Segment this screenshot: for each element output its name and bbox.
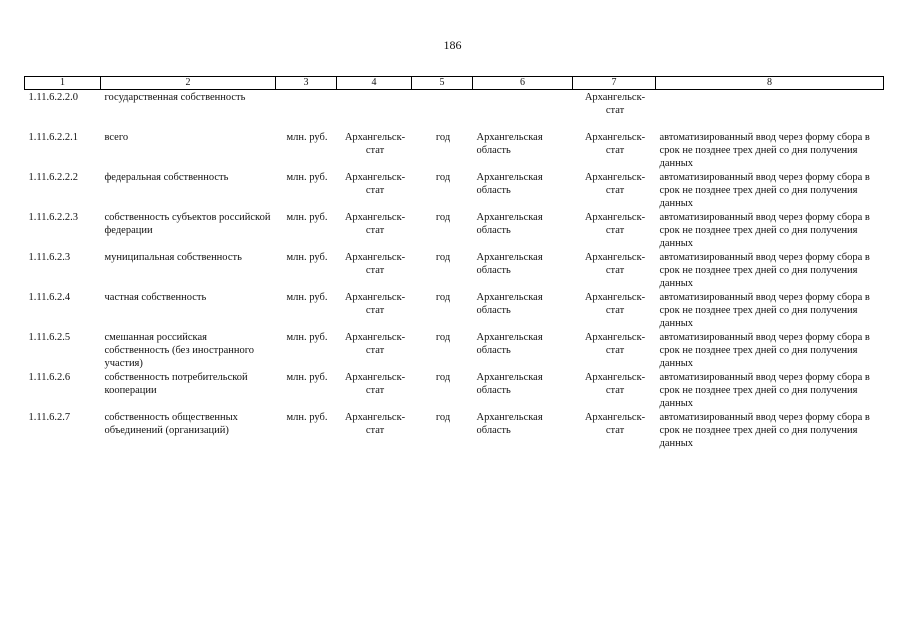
- period-cell: год: [435, 132, 451, 143]
- indicator-code: 1.11.6.2.7: [28, 412, 71, 423]
- column-header: 1: [25, 77, 101, 90]
- indicator-code: 1.11.6.2.2.2: [28, 172, 78, 183]
- source-cell: Архангельск-стат: [344, 252, 406, 276]
- indicator-name: муниципальная собственность: [104, 252, 242, 263]
- level-cell: Архангельская область: [476, 332, 543, 356]
- table-row: [25, 330, 884, 370]
- unit-cell: млн. руб.: [286, 412, 328, 423]
- indicator-name: собственность субъектов российской федерации: [104, 212, 271, 236]
- unit-cell: млн. руб.: [286, 372, 328, 383]
- period-cell: год: [435, 252, 451, 263]
- unit-cell: млн. руб.: [286, 172, 328, 183]
- table-row: [25, 370, 884, 410]
- table-row: [25, 210, 884, 250]
- period-cell: год: [435, 212, 451, 223]
- org-cell: Архангельск-стат: [584, 332, 646, 356]
- table-row: [25, 410, 884, 450]
- unit-cell: млн. руб.: [286, 132, 328, 143]
- source-cell: Архангельск-стат: [344, 332, 406, 356]
- unit-cell: млн. руб.: [286, 212, 328, 223]
- indicator-name: смешанная российская собственность (без иностранного участия): [104, 332, 255, 369]
- column-header: 8: [656, 77, 884, 90]
- column-header: 5: [412, 77, 473, 90]
- period-cell: год: [435, 292, 451, 303]
- indicator-name: государственная собственность: [104, 92, 246, 103]
- level-cell: Архангельская область: [476, 252, 543, 276]
- table-row: [25, 290, 884, 330]
- table-row: [25, 130, 884, 170]
- org-cell: Архангельск-стат: [584, 212, 646, 236]
- indicator-code: 1.11.6.2.4: [28, 292, 71, 303]
- indicator-name: собственность потребительской кооперации: [104, 372, 248, 396]
- indicator-code: 1.11.6.2.2.1: [28, 132, 78, 143]
- indicator-code: 1.11.6.2.3: [28, 252, 71, 263]
- org-cell: Архангельск-стат: [584, 132, 646, 156]
- column-header: 7: [573, 77, 656, 90]
- source-cell: [337, 90, 412, 131]
- org-cell: Архангельск-стат: [584, 252, 646, 276]
- indicator-code: 1.11.6.2.2.0: [28, 92, 78, 103]
- level-cell: Архангельская область: [476, 412, 543, 436]
- method-cell: автоматизированный ввод через форму сбора в срок не позднее трех дней со дня получения данных: [659, 132, 870, 169]
- indicator-name: частная собственность: [104, 292, 207, 303]
- indicator-name: федеральная собственность: [104, 172, 229, 183]
- org-cell: Архангельск-стат: [584, 412, 646, 436]
- page-number: 186: [443, 38, 462, 52]
- period-cell: [412, 90, 473, 131]
- level-cell: Архангельская область: [476, 372, 543, 396]
- method-cell: автоматизированный ввод через форму сбора в срок не позднее трех дней со дня получения данных: [659, 412, 870, 449]
- indicator-name: собственность общественных объединений (организаций): [104, 412, 238, 436]
- level-cell: Архангельская область: [476, 292, 543, 316]
- method-cell: автоматизированный ввод через форму сбора в срок не позднее трех дней со дня получения данных: [659, 212, 870, 249]
- column-header: 2: [101, 77, 276, 90]
- column-header: 4: [337, 77, 412, 90]
- unit-cell: млн. руб.: [286, 252, 328, 263]
- level-cell: Архангельская область: [476, 172, 543, 196]
- indicator-name: всего: [104, 132, 129, 143]
- indicator-code: 1.11.6.2.6: [28, 372, 71, 383]
- source-cell: Архангельск-стат: [344, 212, 406, 236]
- table-row: [25, 170, 884, 210]
- org-cell: Архангельск-стат: [584, 92, 646, 116]
- source-cell: Архангельск-стат: [344, 172, 406, 196]
- method-cell: автоматизированный ввод через форму сбора в срок не позднее трех дней со дня получения данных: [659, 372, 870, 409]
- period-cell: год: [435, 172, 451, 183]
- method-cell: автоматизированный ввод через форму сбора в срок не позднее трех дней со дня получения данных: [659, 292, 870, 329]
- unit-cell: млн. руб.: [286, 292, 328, 303]
- source-cell: Архангельск-стат: [344, 372, 406, 396]
- org-cell: Архангельск-стат: [584, 292, 646, 316]
- period-cell: год: [435, 372, 451, 383]
- level-cell: Архангельская область: [476, 132, 543, 156]
- data-table: [24, 76, 884, 450]
- method-cell: автоматизированный ввод через форму сбора в срок не позднее трех дней со дня получения данных: [659, 172, 870, 209]
- source-cell: Архангельск-стат: [344, 412, 406, 436]
- org-cell: Архангельск-стат: [584, 372, 646, 396]
- column-number-row: [25, 77, 884, 90]
- table-row: [25, 250, 884, 290]
- period-cell: год: [435, 412, 451, 423]
- unit-cell: млн. руб.: [286, 332, 328, 343]
- period-cell: год: [435, 332, 451, 343]
- level-cell: [473, 90, 573, 131]
- source-cell: Архангельск-стат: [344, 292, 406, 316]
- method-cell: автоматизированный ввод через форму сбора в срок не позднее трех дней со дня получения данных: [659, 252, 870, 289]
- level-cell: Архангельская область: [476, 212, 543, 236]
- method-cell: [656, 90, 884, 131]
- unit-cell: [276, 90, 337, 131]
- column-header: 3: [276, 77, 337, 90]
- indicator-code: 1.11.6.2.5: [28, 332, 71, 343]
- method-cell: автоматизированный ввод через форму сбора в срок не позднее трех дней со дня получения данных: [659, 332, 870, 369]
- column-header: 6: [473, 77, 573, 90]
- source-cell: Архангельск-стат: [344, 132, 406, 156]
- indicator-code: 1.11.6.2.2.3: [28, 212, 78, 223]
- org-cell: Архангельск-стат: [584, 172, 646, 196]
- table-row: [25, 90, 884, 131]
